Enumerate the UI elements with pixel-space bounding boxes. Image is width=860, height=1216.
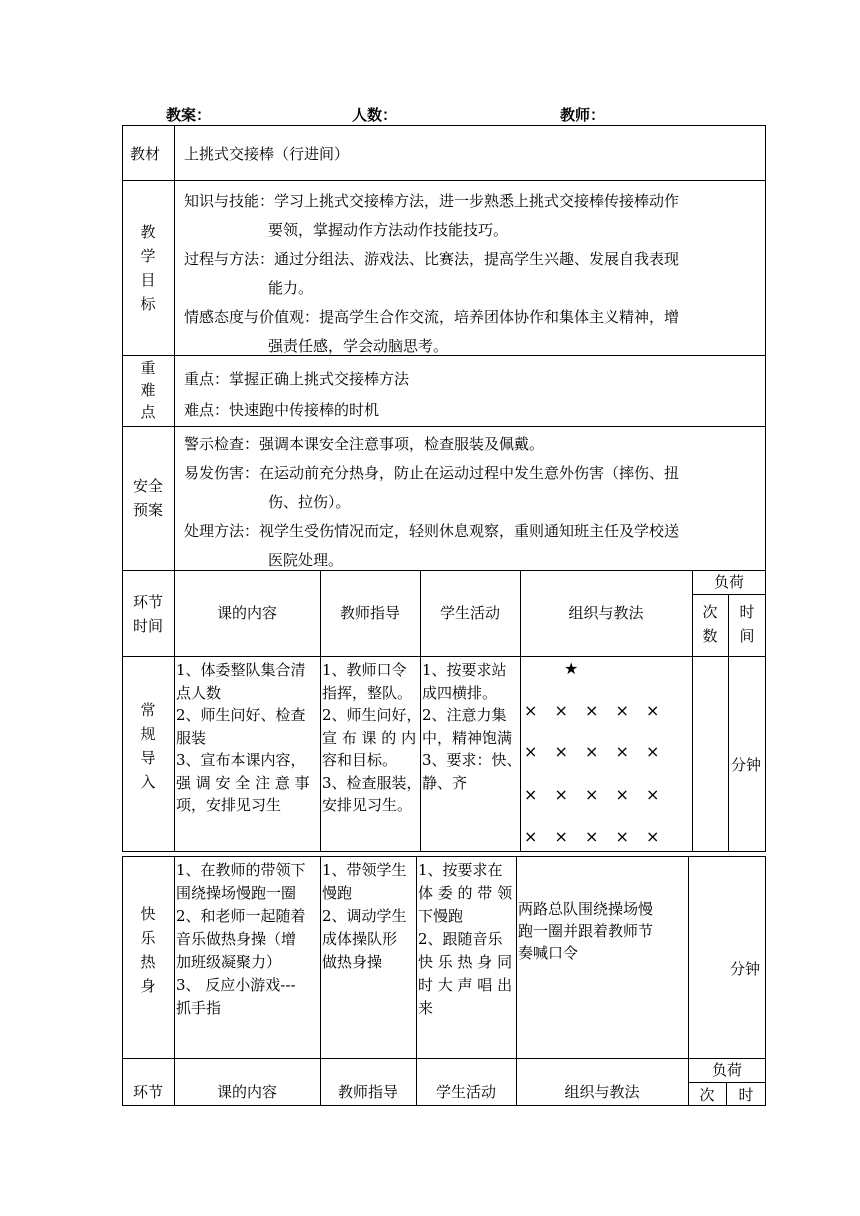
- content-header: 课的内容: [216, 604, 277, 622]
- objective-line: 要领，掌握动作方法动作技能技巧。: [268, 221, 509, 239]
- count-label: 人数：: [352, 106, 398, 124]
- teacher-label: 教师：: [560, 106, 606, 124]
- footer-time-header: 时: [738, 1086, 754, 1104]
- section1-content: 1、体委整队集合清 点人数 2、师生问好、检查 服装 3、宣布本课内容， 强 调 安 全 注 意 事 项，安排见习生: [176, 661, 310, 814]
- objectives-text: [184, 187, 679, 361]
- column-divider: [416, 856, 417, 1106]
- safety-line: 处理方法：视学生受伤情况而定，轻则休息观察，重则通知班主任及学校送: [184, 522, 680, 540]
- section1-label: 常 规 导 入: [140, 701, 156, 791]
- key-points-text: [184, 364, 409, 426]
- section2-time: 分钟: [730, 960, 761, 978]
- row-divider: [122, 1058, 766, 1059]
- column-divider: [516, 856, 517, 1106]
- section1-teacher: 1、教师口令 指挥，整队。 2、师生问好， 宣 布 课 的 内 容和目标。 3、检查服装， 安排见习生。: [322, 661, 422, 814]
- times-header: 次 数: [702, 603, 718, 645]
- organization-header: 组织与教法: [568, 604, 644, 622]
- key-point-line: 重点：掌握正确上挑式交接棒方法: [184, 370, 410, 388]
- time-header: 时 间: [739, 603, 755, 645]
- load-header: 负荷: [713, 573, 744, 591]
- key-points-label: 重 难 点: [140, 359, 156, 421]
- safety-label: 安全 预案: [132, 477, 163, 519]
- formation-row: × × × × ×: [524, 701, 666, 720]
- lesson-label: 教案：: [166, 106, 212, 124]
- formation-row: × × × × ×: [524, 785, 666, 804]
- material-value: 上挑式交接棒（行进间）: [184, 145, 350, 163]
- material-label: 教材: [130, 145, 161, 163]
- formation-row: × × × × ×: [524, 742, 666, 761]
- section2-content: 1、在教师的带领下 围绕操场慢跑一圈 2、和老师一起随着 音乐做热身操（增 加班级凝聚力） 3、 反应小游戏--- 抓手指: [176, 861, 306, 1017]
- footer-teacher-header: 教师指导: [337, 1083, 398, 1101]
- objectives-label: 教 学 目 标: [140, 223, 156, 313]
- objective-line: 过程与方法：通过分组法、游戏法、比赛法，提高学生兴趣、发展自我表现: [184, 250, 680, 268]
- column-divider: [320, 856, 321, 1106]
- safety-line: 医院处理。: [268, 551, 344, 569]
- safety-line: 易发伤害：在运动前充分热身，防止在运动过程中发生意外伤害（摔伤、扭: [184, 464, 680, 482]
- objective-line: 能力。: [268, 279, 314, 297]
- safety-text: [184, 430, 679, 575]
- footer-stage-header: 环节: [132, 1083, 163, 1101]
- key-point-line: 难点：快速跑中传接棒的时机: [184, 401, 380, 419]
- label-column-divider: [174, 856, 175, 1106]
- footer-student-header: 学生活动: [435, 1083, 496, 1101]
- section1-student: 1、按要求站 成四横排。 2、注意力集 中，精神饱满 3、要求：快、 静、齐: [422, 661, 522, 792]
- stage-time-header: 环节 时间: [132, 593, 163, 635]
- section2-teacher: 1、带领学生 慢跑 2、调动学生 成体操队形 做热身操: [322, 861, 407, 971]
- section1-time: 分钟: [731, 756, 762, 774]
- teacher-header: 教师指导: [339, 604, 400, 622]
- footer-organization-header: 组织与教法: [564, 1083, 640, 1101]
- section2-label: 快 乐 热 身: [140, 905, 156, 995]
- row-divider: [122, 180, 766, 181]
- objective-line: 知识与技能：学习上挑式交接棒方法，进一步熟悉上挑式交接棒传接棒动作: [184, 192, 680, 210]
- section2-student: 1、按要求在 体 委 的 带 领 下慢跑 2、跟随音乐 快 乐 热 身 同 时 大 声 唱 出 来: [418, 861, 513, 1017]
- footer-times-header: 次: [699, 1086, 715, 1104]
- load-divider: [692, 594, 766, 595]
- safety-line: 伤、拉伤）。: [268, 493, 351, 511]
- formation-row: × × × × ×: [524, 827, 666, 846]
- objective-line: 情感态度与价值观：提高学生合作交流，培养团体协作和集体主义精神，增: [184, 308, 680, 326]
- load-divider: [688, 1082, 766, 1083]
- footer-content-header: 课的内容: [216, 1083, 277, 1101]
- row-divider: [122, 656, 766, 657]
- footer-load-header: 负荷: [711, 1061, 742, 1079]
- row-divider: [122, 426, 766, 427]
- objective-line: 强责任感，学会动脑思考。: [268, 337, 449, 355]
- label-column-divider: [174, 125, 175, 852]
- student-header: 学生活动: [439, 604, 500, 622]
- section2-organization: 两路总队围绕操场慢 跑一圈并跟着教师节 奏喊口令: [518, 900, 654, 962]
- safety-line: 警示检查：强调本课安全注意事项，检查服装及佩戴。: [184, 435, 545, 453]
- teacher-star-icon: ★: [564, 659, 579, 678]
